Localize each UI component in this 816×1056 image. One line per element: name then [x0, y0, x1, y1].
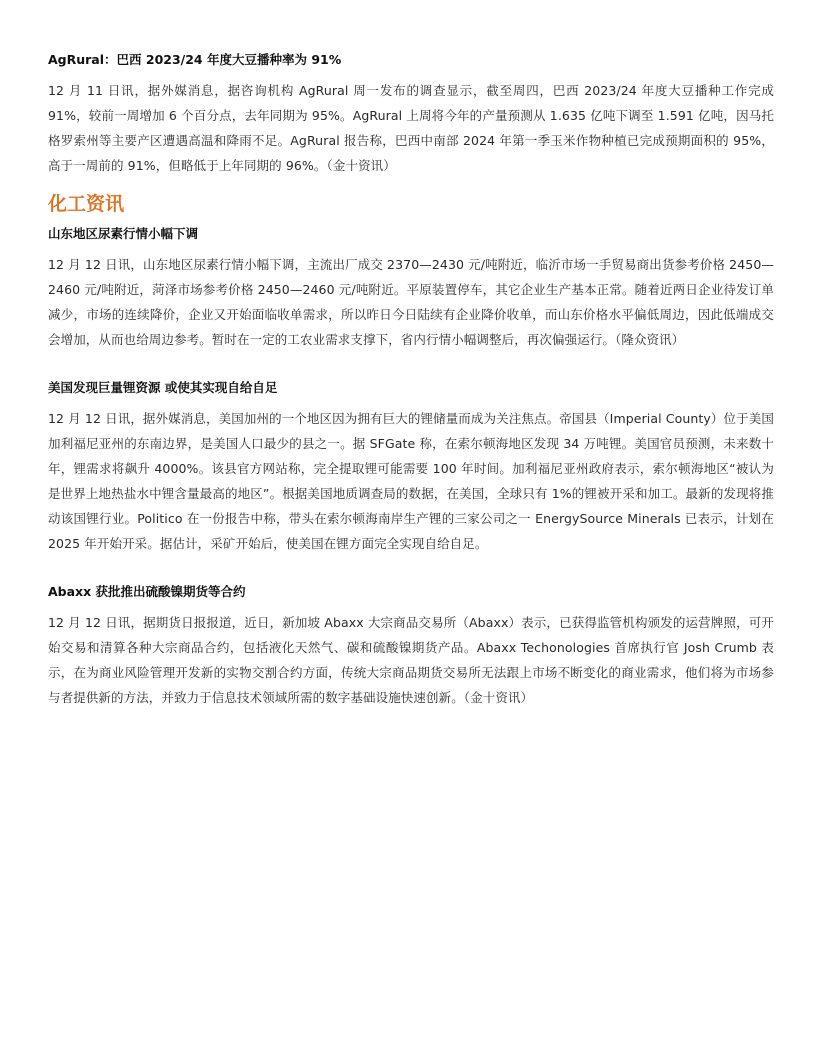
- article-agrural: [48, 50, 774, 178]
- article-body: 12 月 11 日讯，据外媒消息，据咨询机构 AgRural 周一发布的调查显示，截至周四，巴西 2023/24 年度大豆播种工作完成 91%，较前一周增加 6 个百分点，去年同期为 95%。AgRural 上周将今年的产量预测从 1.635 亿吨下调至 1.591 亿吨，因马托格罗索州等主要产区遭遇高温和降雨不足。AgRural 报告称，巴西中南部 2024 年第一季玉米作物种植已完成预期面积的 95%，高于一周前的 91%，但略低于上年同期的 96%。（金十资讯）: [48, 83, 774, 173]
- article-lithium: [48, 378, 774, 556]
- article-title: 山东地区尿素行情小幅下调: [48, 226, 199, 241]
- article-title: 美国发现巨量锂资源 或使其实现自给自足: [48, 380, 278, 395]
- article-title: Abaxx 获批推出硫酸镍期货等合约: [48, 584, 246, 599]
- article-abaxx: [48, 582, 774, 710]
- document-page: [48, 50, 774, 710]
- article-urea: [48, 224, 774, 352]
- article-title: AgRural：巴西 2023/24 年度大豆播种率为 91%: [48, 52, 342, 67]
- section-title: 化工资讯: [48, 193, 125, 215]
- article-body: 12 月 12 日讯，据期货日报报道，近日，新加坡 Abaxx 大宗商品交易所（Abaxx）表示，已获得监管机构颁发的运营牌照，可开始交易和清算各种大宗商品合约，包括液化天然气、碳和硫酸镍期货产品。Abaxx Techonologies 首席执行官 Josh Crumb 表示，在为商业风险管理开发新的实物交割合约方面，传统大宗商品期货交易所无法跟上市场不断变化的商业需求，他们将为市场参与者提供新的方法，并致力于信息技术领域所需的数字基础设施快速创新。（金十资讯）: [48, 615, 774, 705]
- article-body: 12 月 12 日讯，据外媒消息，美国加州的一个地区因为拥有巨大的锂储量而成为关注焦点。帝国县（Imperial County）位于美国加利福尼亚州的东南边界，是美国人口最少的县之一。据 SFGate 称，在索尔顿海地区发现 34 万吨锂。美国官员预测，未来数十年，锂需求将飙升 4000%。该县官方网站称，完全提取锂可能需要 100 年时间。加利福尼亚州政府表示，索尔顿海地区“被认为是世界上地热盐水中锂含量最高的地区”。根据美国地质调查局的数据，在美国，全球只有 1%的锂被开采和加工。最新的发现将推动该国锂行业。Politico 在一份报告中称，带头在索尔顿海南岸生产锂的三家公司之一 EnergySource Minerals 已表示，计划在 2025 年开始开采。据估计，采矿开始后，使美国在锂方面完全实现自给自足。: [48, 411, 774, 551]
- article-body: 12 月 12 日讯，山东地区尿素行情小幅下调，主流出厂成交 2370—2430 元/吨附近，临沂市场一手贸易商出货参考价格 2450—2460 元/吨附近，菏泽市场参考价格 2450—2460 元/吨附近。平原装置停车，其它企业生产基本正常。随着近两日企业待发订单减少，市场的连续降价，企业又开始面临收单需求，所以昨日今日陆续有企业降价收单，而山东价格水平偏低周边，因此低端成交会增加，从而也给周边参考。暂时在一定的工农业需求支撑下，省内行情小幅调整后，再次偏强运行。（隆众资讯）: [48, 257, 774, 347]
